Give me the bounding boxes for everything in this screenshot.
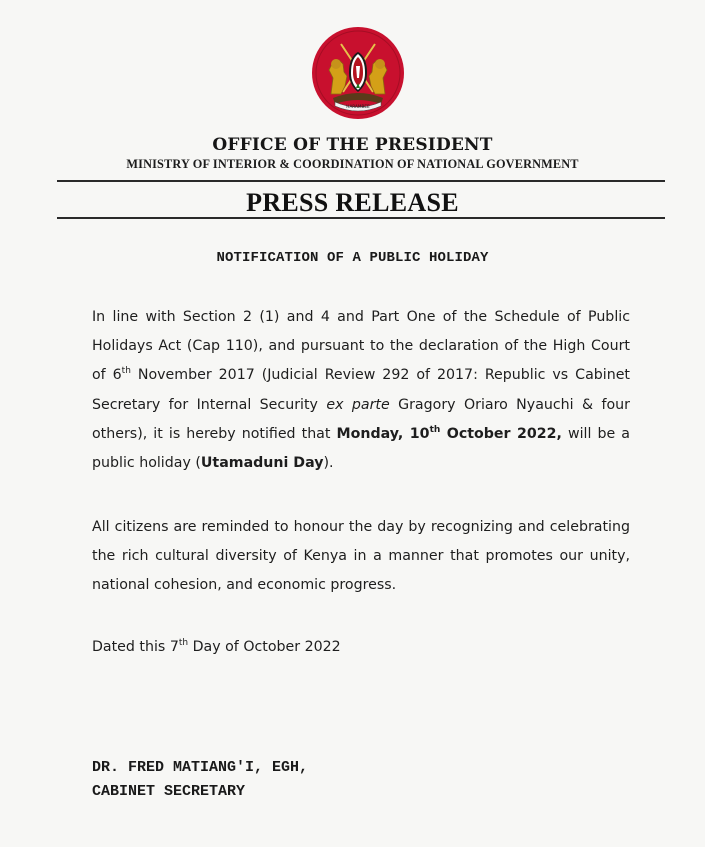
emblem-motto: HARAMBEE — [346, 104, 370, 109]
top-divider — [57, 180, 665, 182]
notice-subject: NOTIFICATION OF A PUBLIC HOLIDAY — [216, 250, 489, 266]
signatory-name: DR. FRED MATIANG'I, EGH, — [92, 759, 309, 776]
coat-of-arms-emblem — [311, 26, 405, 120]
holiday-name: Utamaduni Day — [200, 455, 324, 472]
office-title: OFFICE OF THE PRESIDENT — [212, 135, 493, 155]
holiday-date: Monday, 10th October 2022, — [336, 424, 562, 442]
paragraph-reminder: All citizens are reminded to honour the day by recognizing and celebrating the rich cultural diversity of Kenya in a manner that promotes our unity, national cohesion, and economic progress. — [92, 519, 630, 594]
signature-block — [92, 756, 308, 804]
signatory-title: CABINET SECRETARY — [92, 783, 246, 800]
dated-line: Dated this 7th Day of October 2022 — [92, 638, 341, 655]
bottom-divider — [57, 217, 665, 219]
press-release-heading: PRESS RELEASE — [246, 188, 459, 217]
ministry-title: MINISTRY OF INTERIOR & COORDINATION OF NATIONAL GOVERNMENT — [126, 157, 579, 171]
paragraph-declaration: In line with Section 2 (1) and 4 and Part One of the Schedule of Public Holidays Act (Cap 110), and pursuant to the declaration of the High Court of 6th November 2017 (Judicial Review 292 of 2017: Republic vs Cabinet Secretary for Internal Security ex parte Gragory Oriaro Nyauchi & four others), it is hereby notified that Monday, 10th October 2022, will be a public holiday (Utamaduni Day). — [92, 309, 630, 472]
